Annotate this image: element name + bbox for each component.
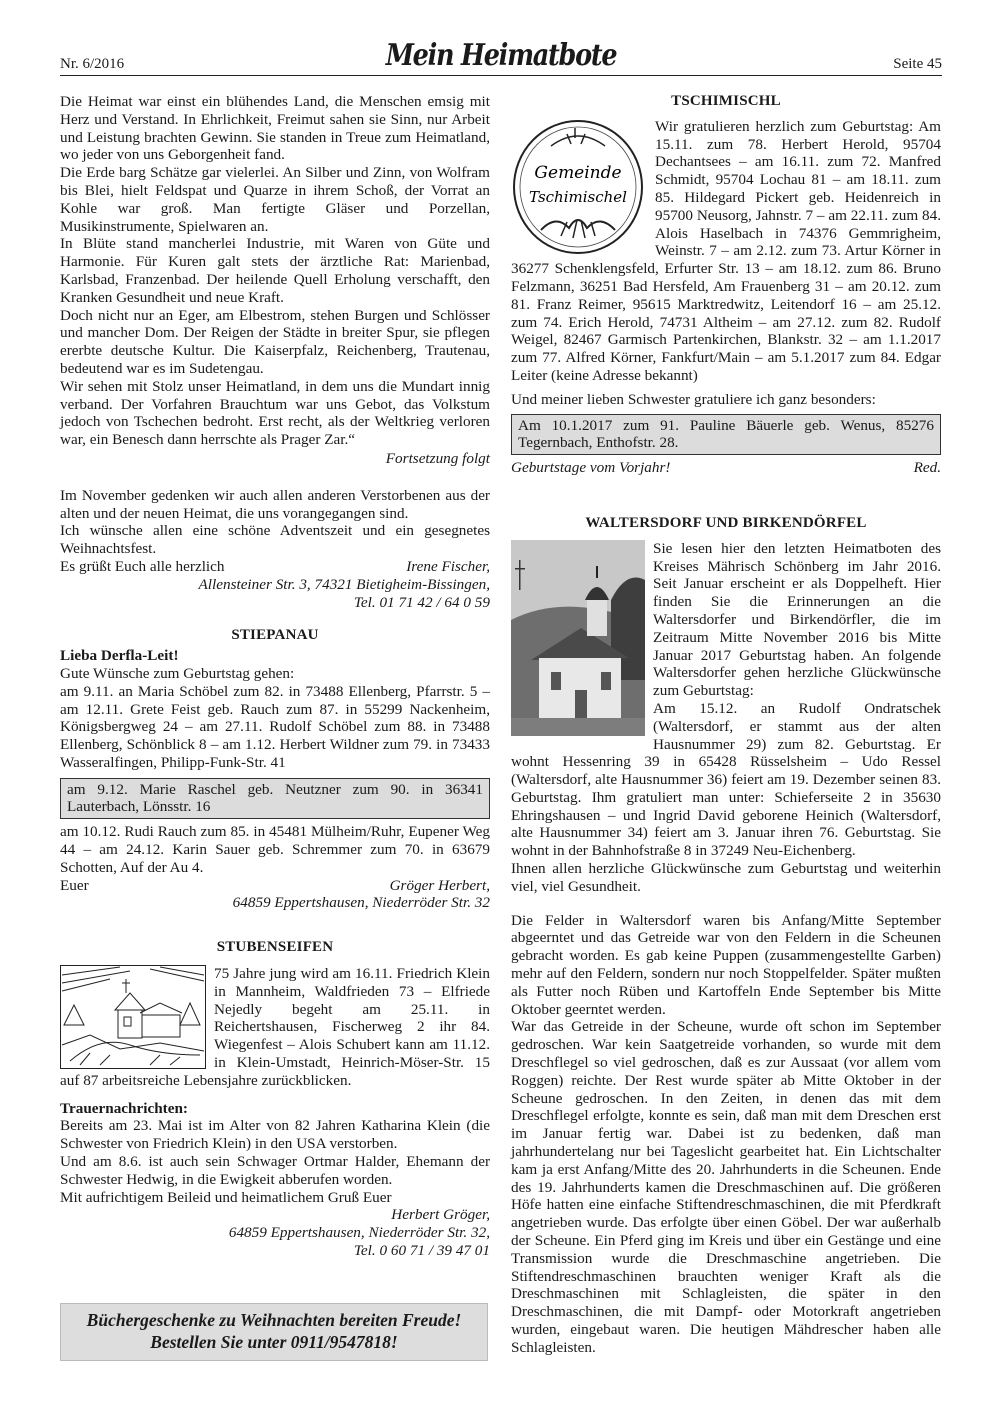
- poem-stanza: Doch nicht nur an Eger, am Elbestrom, stehen Burgen und Schlösser und mancher Dom. Der Reigen der Städte in breiter Spur, sie pflegen ererbte deutsche Kultur. Die Kaiserpfalz, Reichenberg, Trautenau, bedeutend war es im Sudetengau.: [60, 306, 490, 377]
- header-rule: [60, 75, 942, 76]
- vorjahr-note: Geburtstage vom Vorjahr!: [511, 459, 671, 477]
- closing-paragraph: Ich wünsche allen eine schöne Adventszeit und ein gesegnetes Weihnachtsfest.: [60, 522, 490, 558]
- tschimischl-birthdays: Wir gratulieren herzlich zum Geburtstag: Am 15.11. zum 78. Herbert Herold, 95704 Dechantsees – am 16.11. zum 72. Manfred Schmidt, 95704 Lochau 81 – am 18.11. zum 85. Hildegard Pickert geb. Heidenreich in 95700 Neusorg, Jahnstr. 7 – am 22.11. zum 84. Alois Haselbach in 74376 Gemmrigheim, Weinstr. 7 – am 2.12. zum 73. Artur Körner in 36277 Schenklengsfeld, Erfurter Str. 13 – am 18.12. zum 86. Bruno Felzmann, 36251 Bad Hersfeld, Am Frauenberg 31 – am 20.12. zum 81. Franz Reimer, 95615 Marktredwitz, Leitendorf 16 – am 25.12. zum 74. Erich Herold, 74731 Altheim – am 27.12. zum 82. Rudolf Weigel, 82467 Garmisch Partenkirchen, Blankstr. 32 – am 1.1.2017 zum 77. Alfred Körner, Fankfurt/Main – am 5.1.2017 zum 84. Edgar Leiter (keine Adresse bekannt): [511, 117, 941, 384]
- closing-euer: Euer: [60, 876, 89, 894]
- waltersdorf-body: [511, 540, 941, 860]
- masthead-logo: Mein Heimatbote: [385, 38, 617, 73]
- mourning-title: Trauernachrichten:: [60, 1099, 188, 1117]
- waltersdorf-wishes: Ihnen allen herzliche Glückwünsche zum Geburtstag und weiterhin viel, viel Gesundheit.: [511, 860, 941, 895]
- signature-address: 64859 Eppertshausen, Niederröder Str. 32: [232, 894, 490, 912]
- mourning-text: Und am 8.6. ist auch sein Schwager Ortmar Halder, Ehemann der Schwester Hedwig, in die Ewigkeit abberufen worden.: [60, 1153, 490, 1188]
- birthday-list: am 9.11. an Maria Schöbel zum 82. in 73488 Ellenberg, Pfarrstr. 5 –am 12.11. Grete Feist geb. Rauch zum 87. in 55299 Nackenheim, Königsbergweg 24 – am 27.11. Rudolf Schöbel zum 88. in 73488 Ellenberg, Schönblick 8 – am 1.12. Herbert Wildner zum 79. in 73433 Wasseralfingen, Philipp-Funk-Str. 41: [60, 682, 490, 771]
- stubenseifen-body: [60, 965, 490, 1090]
- issue-number: Nr. 6/2016: [60, 56, 125, 72]
- salutation: Lieba Derfla-Leit!: [60, 647, 179, 665]
- right-column: [511, 93, 941, 1357]
- section-title-tschimischl: TSCHIMISCHL: [671, 93, 781, 109]
- editor-mark: Red.: [913, 459, 941, 477]
- signature-phone: Tel. 0 60 71 / 39 47 01: [353, 1242, 490, 1260]
- harvest-paragraph: Die Felder in Waltersdorf waren bis Anfang/Mitte September abgeerntet und das Getreide war von den Feldern in die Scheunen gebracht worden. Es gab keine Puppen (zusammengestellte Garben) mehr auf den Feldern, sondern nur noch Stoppelfelder. Später mußten als Futter noch Rüben und Kartoffeln Ende September bis Mitte Oktober geerntet werden.: [511, 911, 941, 1018]
- poem-stanza: Die Heimat war einst ein blühendes Land, die Menschen emsig mit Herz und Verstand. In Ehrlichkeit, Freimut sahen sie Sinn, nur Arbeit und Leistung brachten Gewinn. Sie standen in Treue zum Heimatland, wo jeder von uns Geborgenheit fand.: [60, 93, 490, 164]
- mourning-text: Bereits am 23. Mai ist im Alter von 82 Jahren Katharina Klein (die Schwester von Friedrich Klein) in den USA verstorben.: [60, 1117, 490, 1153]
- signature-block: [60, 558, 490, 576]
- municipal-seal-image: [511, 118, 645, 256]
- intro-text: Gute Wünsche zum Geburtstag gehen:: [60, 664, 295, 682]
- signature-block: [60, 877, 490, 895]
- book-promo-banner: [60, 1303, 488, 1361]
- greeting-text: Es grüßt Euch alle herzlich: [60, 557, 225, 575]
- stubenseifen-text: 75 Jahre jung wird am 16.11. Friedrich Klein in Mannheim, Waldfrieden 73 – Elfriede Nejedly begeht am 25.11. in Reichertshausen, Fischerweg 2 ihr 84. Wiegenfest – Alois Schubert kann am 11.12. in Klein-Umstadt, Heinrich-Möser-Str. 15 auf 87 arbeitsreiche Lebensjahre zurückblicken.: [60, 965, 490, 1089]
- section-title-waltersdorf: WALTERSDORF UND BIRKENDÖRFEL: [585, 514, 867, 531]
- seal-text-line: Tschimischel: [529, 187, 627, 206]
- section-title-stubenseifen: STUBENSEIFEN: [216, 939, 334, 956]
- page-header: [60, 38, 942, 84]
- signature-address: Allensteiner Str. 3, 74321 Bietigheim-Bissingen,: [198, 575, 490, 593]
- page-number: Seite 45: [893, 56, 942, 72]
- waltersdorf-birthdays: Am 15.12. an Rudolf Ondratschek (Waltersdorf, er stammt aus der alten Hausnummer 29) zum 82. Geburtstag. Er wohnt Hessenring 39 in 65428 Rüsselsheim – Udo Ressel (Waltersdorf, alte Hausnummer 36) feiert am 19. Dezember seinen 83. Geburtstag. Ihm gratuliert man unter: Schieferseite 2 in 35630 Ehringshausen – und Ingrid David geborene Heinich (Waltersdorf, alte Hausnummer 34) feiert am 3. Januar ihren 76. Geburtstag. Sie wohnt in der Bahnhofstraße 8 in 37249 Neu-Eichenberg.: [511, 699, 941, 860]
- threshing-paragraph: War das Getreide in der Scheune, wurde oft schon im September gedroschen. War kein Saatgetreide vorhanden, so wurde mit dem Dreschflegel so viel gedroschen, daß es zur Aussaat (vor allem vom Roggen) reichte. Der Rest wurde später ab Mitte Oktober in der Scheune gedroschen. In den Zeiten, in denen das mit dem Dreschflegel erfolgte, konnte es sein, daß man mit dem Dreschen erst im Januar fertig war. Dabei ist zu bedenken, daß man jahrhundertelang nur bei Tageslicht gearbeitet hat. Ein Lichtschalter kam ja erst Anfang/Mitte des 20. Jahrhunderts in die Scheunen. Ende des 19. Jahrhunderts kamen die Dreschmaschinen auf. Die größeren Höfe hatten eine einfache Stiftendreschmaschinen, die mit Pferdkraft angetrieben wurde. Das erfolgte über einen Göbel. Der war außerhalb der Scheune. Ein Pferd ging im Kreis und über ein Gestänge und eine Transmission wurde die Dreschmaschine angetrieben. Die Stiftendreschmaschinen brauchten weniger Kraft als die Dreschmaschinen mit Schlagleisten, die später in den Dreschmaschinen, die mit Dampf- oder Motorkraft angetrieben wurden, eingebaut waren. Die heutigen Mähdrescher haben alle Schlagleisten.: [511, 1018, 941, 1356]
- signature-name: Herbert Gröger,: [391, 1206, 490, 1224]
- continued-note: Fortsetzung folgt: [385, 449, 490, 467]
- birthday-list: am 10.12. Rudi Rauch zum 85. in 45481 Mülheim/Ruhr, Eupener Weg 44 – am 24.12. Karin Sauer geb. Schremmer zum 70. in 63679 Schotten, Auf der Au 4.: [60, 823, 490, 876]
- poem-stanza: Die Erde barg Schätze gar vielerlei. An Silber und Zinn, von Wolfram bis Blei, hielt Feldspat und Quarze in ihrem Schoß, der Vorrat an Kohle war groß. Man fertigte Gläser und Porzellan, Musikinstrumente, Spielwaren an.: [60, 164, 490, 235]
- highlight-box: [511, 414, 941, 456]
- chapel-photo-image: [511, 540, 645, 736]
- waltersdorf-intro: Sie lesen hier den letzten Heimatboten des Kreises Mährisch Schönberg im Jahr 2016. Seit Januar erscheint er als Doppelheft. Hier finden Sie die Erinnerungen an die Waltersdorfer und Birkendörfler, die im Zeitraum Mitte November 2016 bis Mitte Januar 2017 Geburtstag haben. An folgende Waltersdorfer gehen herzliche Glückwünsche zum Geburtstag:: [653, 539, 941, 700]
- highlight-box: [60, 778, 490, 820]
- mourning-text: Mit aufrichtigem Beileid und heimatlichem Gruß Euer: [60, 1188, 392, 1206]
- signature-name: Gröger Herbert,: [389, 876, 490, 894]
- signature-address: 64859 Eppertshausen, Niederröder Str. 32,: [228, 1224, 490, 1242]
- section-title-stiepanau: STIEPANAU: [231, 627, 319, 644]
- promo-line: Büchergeschenke zu Weihnachten bereiten Freude!: [86, 1310, 462, 1330]
- poem-stanza: Wir sehen mit Stolz unser Heimatland, in dem uns die Mundart innig verband. Der Vorfahren Brauchtum war uns Gebot, das Volkstum jedoch von Tschechen bedroht. Erst recht, als der Weltkrieg verloren war, ein Benesch dann herrschte als Prager Zar.“: [60, 377, 490, 449]
- sister-intro: Und meiner lieben Schwester gratuliere ich ganz besonders:: [511, 390, 876, 408]
- signature-phone: Tel. 01 71 42 / 64 0 59: [353, 593, 490, 611]
- signature-name: Irene Fischer,: [406, 557, 490, 575]
- promo-line: Bestellen Sie unter 0911/9547818!: [150, 1332, 398, 1352]
- closing-paragraph: Im November gedenken wir auch allen anderen Verstorbenen aus der alten und der neuen Heimat, die uns vorangegangen sind.: [60, 486, 490, 522]
- highlight-text: am 9.12. Marie Raschel geb. Neutzner zum 90. in 36341 Lauterbach, Lönsstr. 16: [67, 780, 483, 816]
- village-sketch-image: [60, 965, 206, 1069]
- seal-text-line: Gemeinde: [534, 162, 622, 183]
- highlight-text: Am 10.1.2017 zum 91. Pauline Bäuerle geb. Wenus, 85276 Tegernbach, Enthofstr. 28.: [518, 416, 934, 452]
- left-column: [60, 93, 490, 1260]
- note-line: [511, 459, 941, 477]
- tschimischl-body: [511, 118, 941, 385]
- poem-stanza: In Blüte stand mancherlei Industrie, mit Waren von Güte und Harmonie. Für Kuren galt stets der ärztliche Rat: Marienbad, Karlsbad, Franzenbad. Der heilende Quell Erholung verschafft, den Kranken Gesundheit und neue Kraft.: [60, 235, 490, 306]
